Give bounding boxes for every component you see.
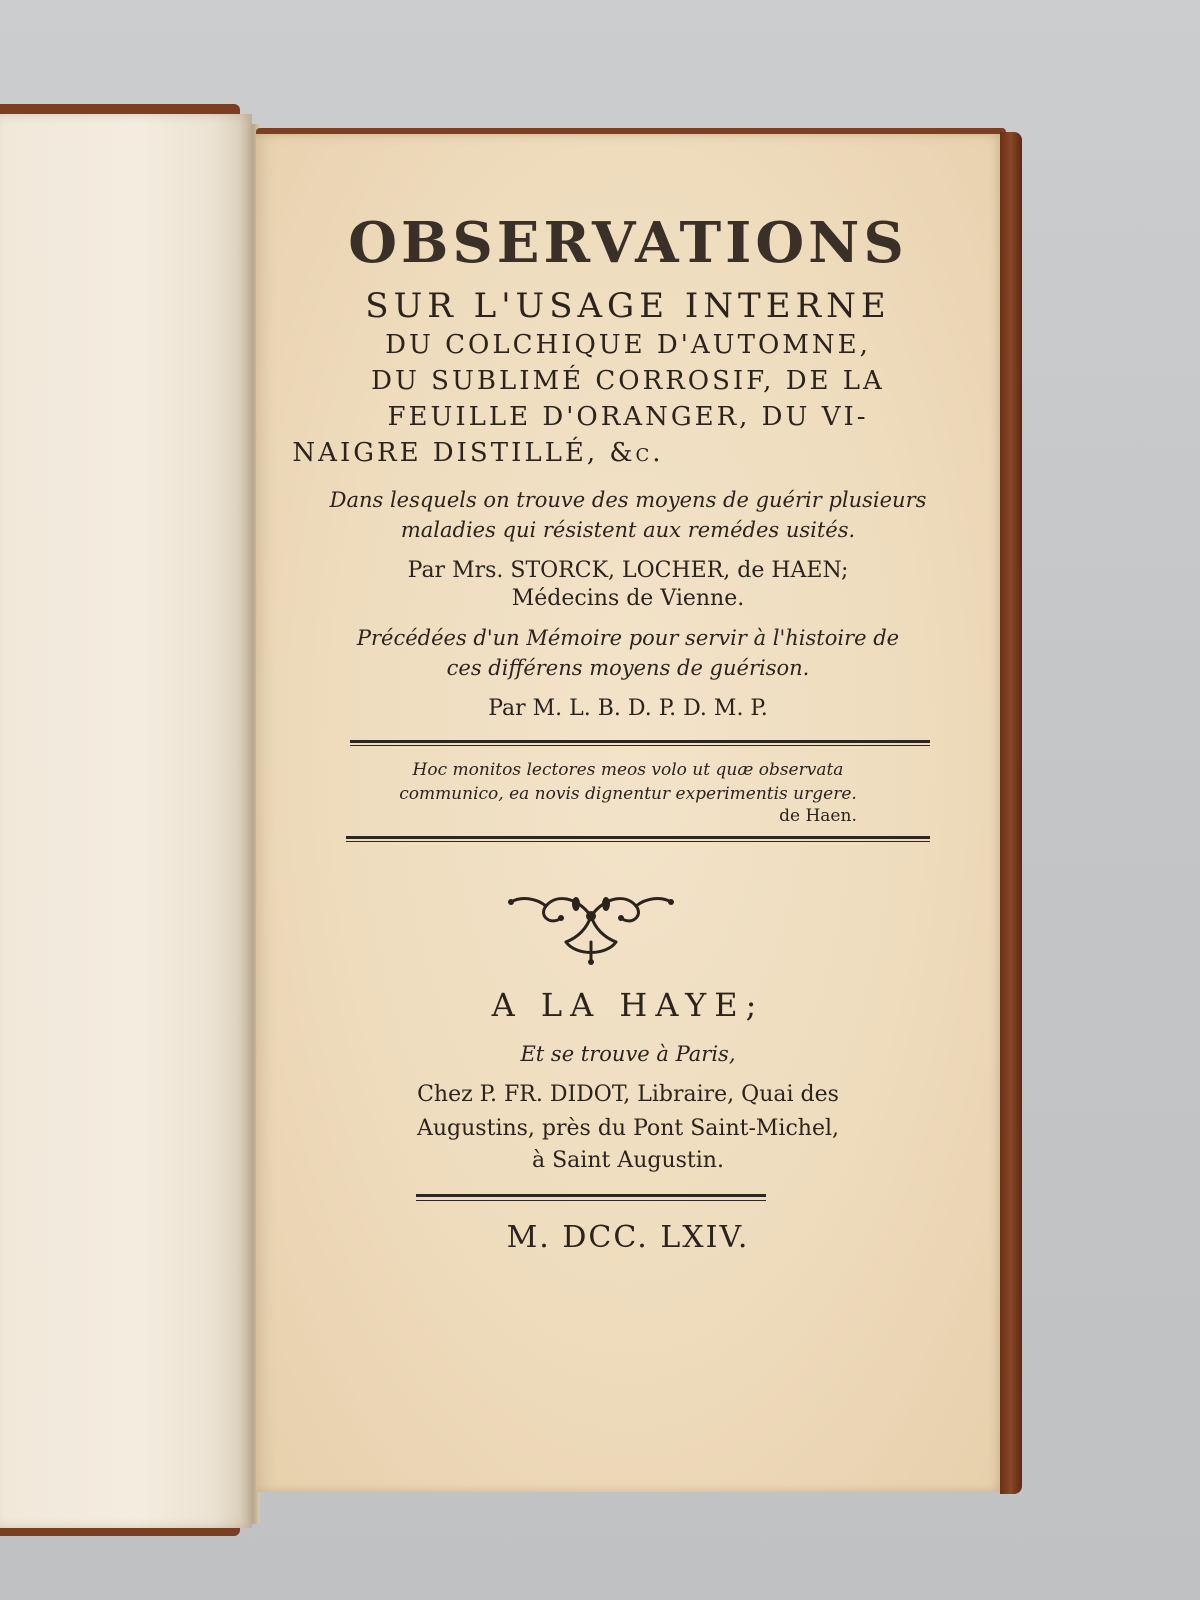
publisher-line-3: à Saint Augustin. <box>532 1148 724 1173</box>
subtitle-line-3: DU SUBLIMÉ CORROSIF, DE LA <box>371 366 885 396</box>
printer-ornament-icon <box>506 876 676 966</box>
authors-line-1: Par Mrs. STORCK, LOCHER, de HAEN; <box>407 558 849 583</box>
rule-top-epigraph <box>350 740 930 743</box>
preface-author: Par M. L. B. D. P. D. M. P. <box>488 696 768 721</box>
sold-at: Et se trouve à Paris, <box>520 1042 736 1066</box>
publisher-line-1: Chez P. FR. DIDOT, Libraire, Quai des <box>417 1082 839 1107</box>
description-line-2: maladies qui résistent aux remédes usités. <box>400 518 856 542</box>
epigraph-attribution: de Haen. <box>779 806 857 826</box>
rule-above-date-thin <box>416 1200 766 1201</box>
main-title: OBSERVATIONS <box>348 210 908 276</box>
publisher-line-2: Augustins, près du Pont Saint-Michel, <box>417 1116 839 1141</box>
subtitle-line-4: FEUILLE D'ORANGER, DU VI- <box>387 402 869 432</box>
preface-line-2: ces différens moyens de guérison. <box>446 656 810 680</box>
epigraph-line-1: Hoc monitos lectores meos volo ut quæ observata <box>412 760 844 780</box>
rule-above-date <box>416 1194 766 1197</box>
rule-bottom-epigraph <box>346 836 930 839</box>
title-page <box>256 134 1000 1492</box>
epigraph-line-2: communico, ea novis dignentur experimentis urgere. <box>399 784 857 804</box>
left-blank-page <box>0 114 252 1528</box>
subtitle-line-1: SUR L'USAGE INTERNE <box>365 286 891 326</box>
imprint-place: A LA HAYE; <box>491 986 765 1024</box>
publication-date: M. DCC. LXIV. <box>506 1220 750 1255</box>
subtitle-line-2: DU COLCHIQUE D'AUTOMNE, <box>385 330 871 360</box>
rule-bottom-epigraph-thin <box>346 841 930 842</box>
preface-line-1: Précédées d'un Mémoire pour servir à l'histoire de <box>356 626 900 650</box>
authors-line-2: Médecins de Vienne. <box>511 586 745 611</box>
description-line-1: Dans lesquels on trouve des moyens de guérir plusieurs <box>329 488 927 512</box>
rule-top-epigraph-thin <box>350 745 930 746</box>
subtitle-line-5: NAIGRE DISTILLÉ, &c. <box>292 438 664 468</box>
